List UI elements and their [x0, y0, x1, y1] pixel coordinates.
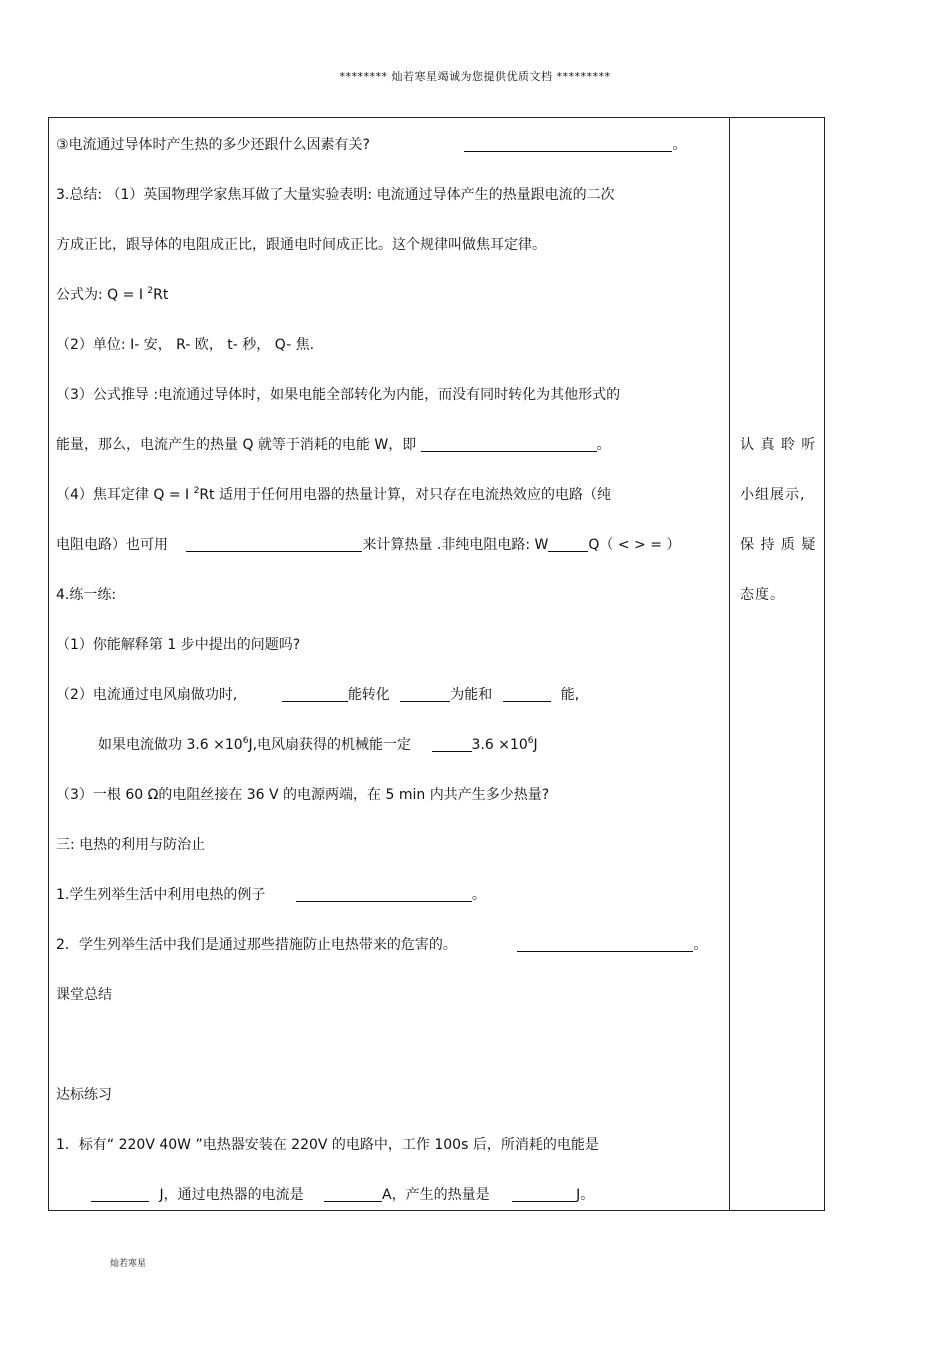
exercise-heading: 达标练习 — [56, 1087, 112, 1103]
question-text: ③电流通过导体时产生热的多少还跟什么因素有关? — [56, 137, 370, 153]
heat-use-line — [56, 884, 486, 904]
exercise-q1-line-2 — [91, 1184, 594, 1204]
joule-law-text: 电阻电路）也可用 — [56, 537, 168, 553]
text: 2．学生列举生活中我们是通过那些措施防止电热带来的危害的。 — [56, 937, 457, 953]
text: 能, — [560, 687, 580, 703]
comparison-options: Q（ < > = ） — [588, 537, 681, 553]
page-header: ******** 灿若寒星竭诚为您提供优质文档 ********* — [339, 70, 611, 83]
period: 。 — [672, 137, 687, 153]
exponent: 6 — [242, 736, 249, 746]
practice-q1: （1）你能解释第 1 步中提出的问题吗? — [56, 637, 301, 653]
text: A，产生的热量是 — [382, 1187, 490, 1203]
practice-q3: （3）一根 60 Ω的电阻丝接在 36 V 的电源两端，在 5 min 内共产生多少热量? — [56, 787, 550, 803]
formula-rt: Rt — [153, 287, 169, 303]
practice-q2 — [56, 684, 579, 704]
answer-blank[interactable] — [324, 1187, 382, 1202]
answer-blank[interactable] — [296, 887, 472, 902]
comparison-blank[interactable] — [548, 537, 588, 552]
answer-blank[interactable] — [421, 437, 597, 452]
answer-blank[interactable] — [517, 937, 693, 952]
text: 3.6 ×10 — [471, 737, 528, 753]
question-line — [56, 134, 686, 154]
answer-blank[interactable] — [400, 687, 450, 702]
practice-heading: 4.练一练: — [56, 587, 117, 603]
answer-blank[interactable] — [282, 687, 348, 702]
joule-law-line-1 — [56, 484, 611, 504]
formula-exponent: 2 — [147, 286, 154, 296]
heat-prevent-line — [56, 934, 707, 954]
column-divider — [729, 117, 730, 1211]
side-note-4: 态度。 — [740, 587, 785, 603]
formula-line — [56, 284, 168, 304]
side-note-1: 认 真 聆 听 — [740, 437, 817, 453]
joule-exponent: 2 — [193, 486, 200, 496]
text: 为能和 — [450, 687, 493, 703]
joule-law-line-2 — [56, 534, 680, 554]
side-note-3: 保 持 质 疑 — [740, 537, 817, 553]
section-heading: 三: 电热的利用与防治止 — [56, 837, 206, 853]
text: 如果电流做功 3.6 ×10 — [98, 737, 243, 753]
class-summary-heading: 课堂总结 — [56, 987, 112, 1003]
derivation-line-2 — [56, 434, 611, 454]
practice-q2-text: （2）电流通过电风扇做功时, — [56, 687, 238, 703]
answer-blank[interactable] — [432, 737, 472, 752]
derivation-line-1: （3）公式推导 :电流通过导体时，如果电能全部转化为内能，而没有同时转化为其他形式的 — [56, 387, 621, 403]
side-note-2: 小组展示, — [740, 487, 806, 503]
period: 。 — [596, 437, 611, 453]
content-table — [48, 117, 825, 1211]
joule-law-text: （4）焦耳定律 Q = I — [56, 487, 190, 503]
summary-line-1: 3.总结: （1）英国物理学家焦耳做了大量实验表明: 电流通过导体产生的热量跟电流的二次 — [56, 187, 615, 203]
text: J。 — [576, 1187, 595, 1203]
text: J — [533, 737, 538, 753]
formula-text: 公式为: Q = I — [56, 287, 143, 303]
page-footer: 灿若寒星 — [110, 1259, 147, 1269]
joule-law-rest: Rt 适用于任何用电器的热量计算，对只存在电流热效应的电路（纯 — [199, 487, 611, 503]
text: 1.学生列举生活中利用电热的例子 — [56, 887, 266, 903]
practice-q2-line-2 — [98, 734, 538, 754]
answer-blank[interactable] — [91, 1187, 149, 1202]
period: 。 — [471, 887, 486, 903]
exponent: 6 — [527, 736, 534, 746]
answer-blank[interactable] — [503, 687, 551, 702]
summary-line-2: 方成正比，跟导体的电阻成正比，跟通电时间成正比。这个规律叫做焦耳定律。 — [56, 237, 546, 253]
text: J,电风扇获得的机械能一定 — [248, 737, 412, 753]
derivation-text: 能量，那么，电流产生的热量 Q 就等于消耗的电能 W，即 — [56, 437, 417, 453]
text: J，通过电热器的电流是 — [159, 1187, 304, 1203]
period: 。 — [693, 937, 708, 953]
answer-blank[interactable] — [464, 137, 672, 152]
answer-blank[interactable] — [186, 537, 362, 552]
exercise-q1: 1．标有“ 220V 40W ”电热器安装在 220V 的电路中，工作 100s 后，所消耗的电能是 — [56, 1137, 599, 1153]
answer-blank[interactable] — [512, 1187, 576, 1202]
text: 能转化 — [347, 687, 390, 703]
units-line: （2）单位: I- 安， R- 欧， t- 秒， Q- 焦. — [56, 337, 315, 353]
joule-law-text-2: 来计算热量 .非纯电阻电路: W — [362, 537, 549, 553]
